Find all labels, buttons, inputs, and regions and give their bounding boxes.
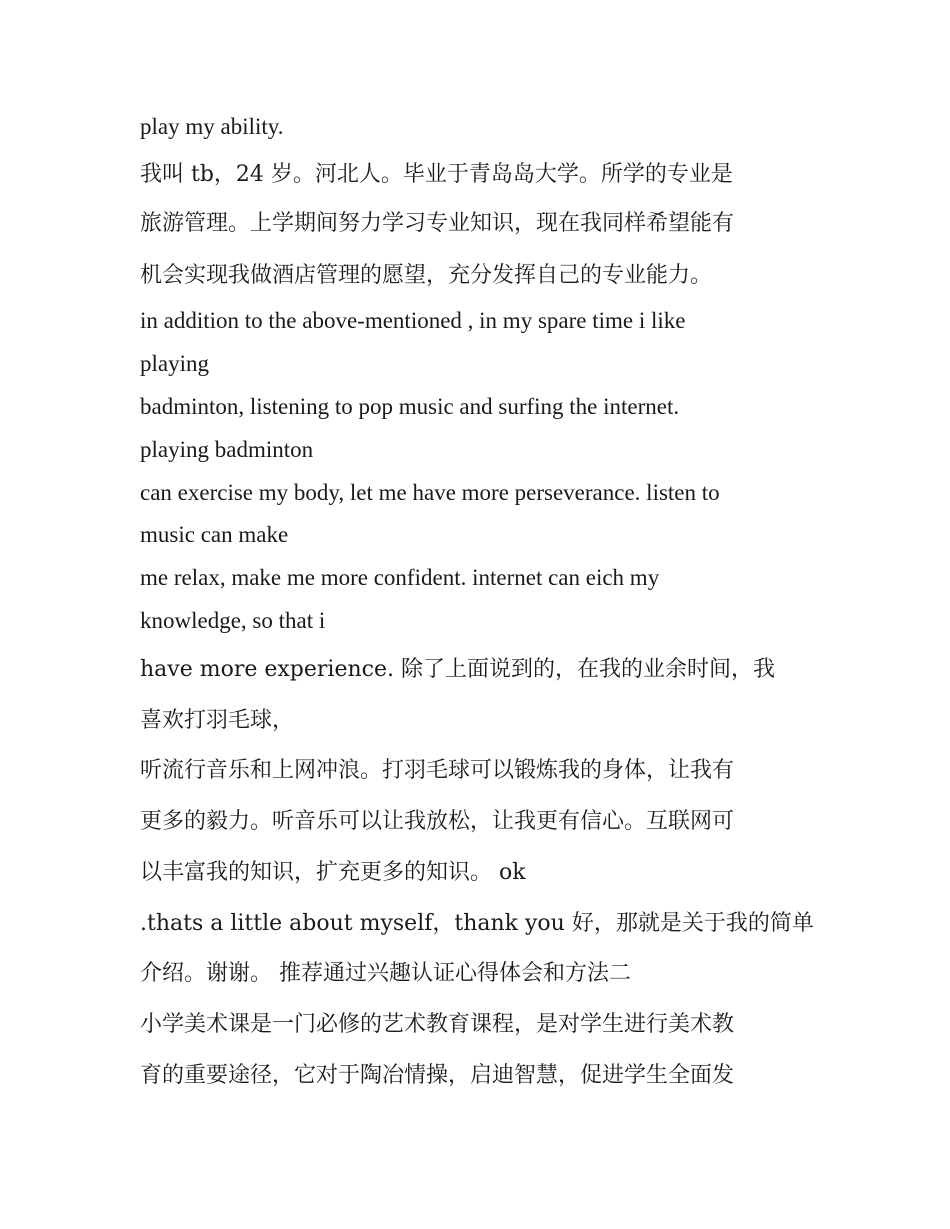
text-line: 机会实现我做酒店管理的愿望，充分发挥自己的专业能力。 (140, 263, 713, 288)
text-line: .thats a little about myself，thank you 好，那就是关于我的简单 (140, 911, 814, 936)
text-line: 以丰富我的知识，扩充更多的知识。 ok (140, 860, 526, 885)
text-line: 我叫 tb，24 岁。河北人。毕业于青岛岛大学。所学的专业是 (140, 162, 733, 187)
text-line: have more experience. 除了上面说到的，在我的业余时间，我 (140, 657, 775, 682)
text-line: playing badminton (140, 437, 314, 462)
text-line: playing (140, 351, 209, 376)
text-line: 旅游管理。上学期间努力学习专业知识，现在我同样希望能有 (140, 211, 735, 236)
text-line: 喜欢打羽毛球， (140, 708, 295, 733)
text-line: 听流行音乐和上网冲浪。打羽毛球可以锻炼我的身体，让我有 (140, 758, 735, 783)
text-line: 小学美术课是一门必修的艺术教育课程，是对学生进行美术教 (140, 1012, 735, 1037)
text-line: 更多的毅力。听音乐可以让我放松，让我更有信心。互联网可 (140, 809, 735, 834)
text-line: in addition to the above-mentioned , in my spare time i like (140, 308, 686, 333)
text-line: badminton, listening to pop music and surfing the internet. (140, 394, 680, 419)
text-line: 育的重要途径，它对于陶冶情操，启迪智慧，促进学生全面发 (140, 1063, 735, 1088)
text-line: knowledge, so that i (140, 608, 326, 633)
text-line: can exercise my body, let me have more perseverance. listen to (140, 480, 720, 505)
text-line: 介绍。谢谢。 推荐通过兴趣认证心得体会和方法二 (140, 961, 631, 986)
text-line: music can make (140, 522, 289, 547)
text-line: me relax, make me more confident. internet can eich my (140, 565, 660, 590)
text-line: play my ability. (140, 114, 284, 139)
